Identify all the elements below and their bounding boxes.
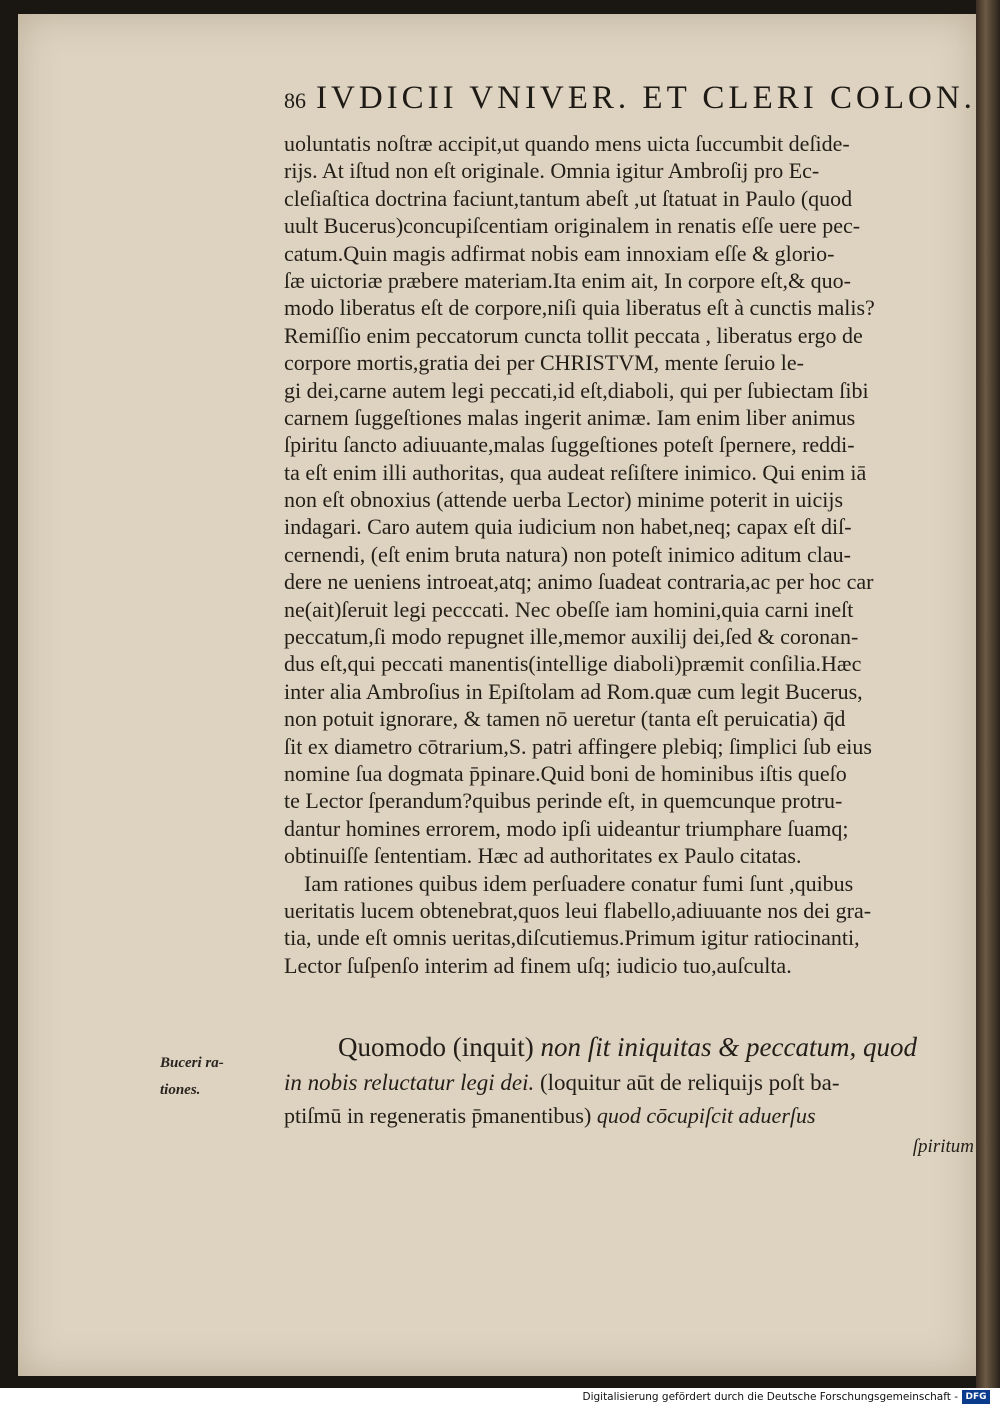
- text-line: Lector ſuſpenſo interim ad finem uſq; iudicio tuo,auſculta.: [284, 952, 792, 978]
- catchword: ſpiritum: [912, 1136, 974, 1157]
- book-binding-edge: [976, 0, 1000, 1388]
- quote-line-3: [284, 1099, 974, 1132]
- text-line: indagari. Caro autem quia iudicium non habet,neq; capax eſt diſ-: [284, 514, 852, 540]
- quote-roman: (loquitur aūt de reliquijs poſt ba-: [534, 1070, 840, 1095]
- funding-credit: Digitalisierung gefördert durch die Deutsche Forschungsgemeinschaft -: [582, 1391, 958, 1403]
- text-line: rijs. At iſtud non eſt originale. Omnia igitur Ambroſij pro Ec-: [284, 158, 820, 184]
- text-line: ſpiritu ſancto adiuuante,malas ſuggeſtiones poteſt ſpernere, reddi-: [284, 432, 855, 458]
- text-line: uult Bucerus)concupiſcentiam originalem in renatis eſſe uere pec-: [284, 213, 861, 239]
- text-line: non eſt obnoxius (attende uerba Lector) minime poterit in uicijs: [284, 487, 844, 513]
- text-line: ta eſt enim illi authoritas, qua audeat reſiſtere inimico. Qui enim iā: [284, 459, 867, 485]
- quote-italic: quod cōcupiſcit aduerſus: [596, 1103, 816, 1128]
- text-line: obtinuiſſe ſententiam. Hæc ad authoritates ex Paulo citatas.: [284, 843, 802, 869]
- dfg-logo-icon: DFG: [962, 1390, 990, 1404]
- marginal-note-line: tiones.: [160, 1082, 201, 1098]
- text-line: ſæ uictoriæ præbere materiam.Ita enim ait, In corpore eſt,& quo-: [284, 267, 851, 293]
- text-line: catum.Quin magis adfirmat nobis eam innoxiam eſſe & glorio-: [284, 240, 835, 266]
- quote-line-2: [284, 1066, 974, 1099]
- quoted-argument: [284, 1028, 974, 1162]
- marginal-note-line: Buceri ra-: [160, 1055, 224, 1071]
- text-line: cleſiaſtica doctrina faciunt,tantum abeſt ,ut ſtatuat in Paulo (quod: [284, 185, 853, 211]
- text-line: cernendi, (eſt enim bruta natura) non poteſt inimico aditum clau-: [284, 541, 851, 567]
- text-line: modo liberatus eſt de corpore,niſi quia liberatus eſt à cunctis malis?: [284, 295, 875, 321]
- running-title: IVDICII VNIVER. ET CLERI COLON.: [316, 80, 976, 116]
- text-line: gi dei,carne autem legi peccati,id eſt,diaboli, qui per ſubiectam ſibi: [284, 377, 869, 403]
- text-line: uoluntatis noſtræ accipit,ut quando mens uicta ſuccumbit deſide-: [284, 131, 850, 156]
- running-header: [284, 80, 976, 117]
- text-line: Remiſſio enim peccatorum cuncta tollit peccata , liberatus ergo de: [284, 322, 863, 348]
- text-line: Iam rationes quibus idem perſuadere conatur fumi ſunt ,quibus: [304, 870, 854, 896]
- text-line: ne(ait)ſeruit legi pecccati. Nec obeſſe iam homini,quia carni ineſt: [284, 596, 854, 622]
- text-line: dus eſt,qui peccati manentis(intellige diaboli)præmit conſilia.Hæc: [284, 651, 862, 677]
- text-line: ueritatis lucem obtenebrat,quos leui flabello,adiuuante nos dei gra-: [284, 897, 872, 923]
- digitization-footer: [0, 1388, 1000, 1407]
- text-line: ſit ex diametro cōtrarium,S. patri affingere plebiq; ſimplici ſub eius: [284, 733, 872, 759]
- quote-roman: Quomodo (inquit): [338, 1032, 541, 1062]
- quote-italic: in nobis reluctatur legi dei.: [284, 1070, 535, 1095]
- quote-italic: non ſit iniquitas & peccatum, quod: [540, 1032, 917, 1062]
- text-line: carnem ſuggeſtiones malas ingerit animæ. Iam enim liber animus: [284, 404, 856, 430]
- text-line: peccatum,ſi modo repugnet ille,memor auxilij dei,ſed & coronan-: [284, 624, 859, 650]
- text-line: dere ne ueniens introeat,atq; animo ſuadeat contraria,ac per hoc car: [284, 569, 874, 595]
- text-line: dantur homines errorem, modo ipſi uideantur triumphare ſuamq;: [284, 815, 849, 841]
- main-text-block: [284, 130, 964, 979]
- page-number: 86: [284, 88, 306, 113]
- text-line: tia, unde eſt omnis ueritas,diſcutiemus.Primum igitur ratiocinanti,: [284, 925, 860, 951]
- text-line: corpore mortis,gratia dei per CHRISTVM, mente ſeruio le-: [284, 350, 804, 376]
- text-line: non potuit ignorare, & tamen nō ueretur (tanta eſt peruicatia) q̄d: [284, 706, 846, 732]
- marginal-note: [160, 1050, 270, 1104]
- quote-line-1: [284, 1028, 974, 1066]
- text-line: nomine ſua dogmata p̄pinare.Quid boni de hominibus iſtis queſo: [284, 760, 847, 786]
- text-line: inter alia Ambroſius in Epiſtolam ad Rom.quæ cum legit Bucerus,: [284, 678, 863, 704]
- text-line: te Lector ſperandum?quibus perinde eſt, in quemcunque protru-: [284, 788, 843, 814]
- quote-roman: ptiſmū in regeneratis p̄manentibus): [284, 1103, 597, 1128]
